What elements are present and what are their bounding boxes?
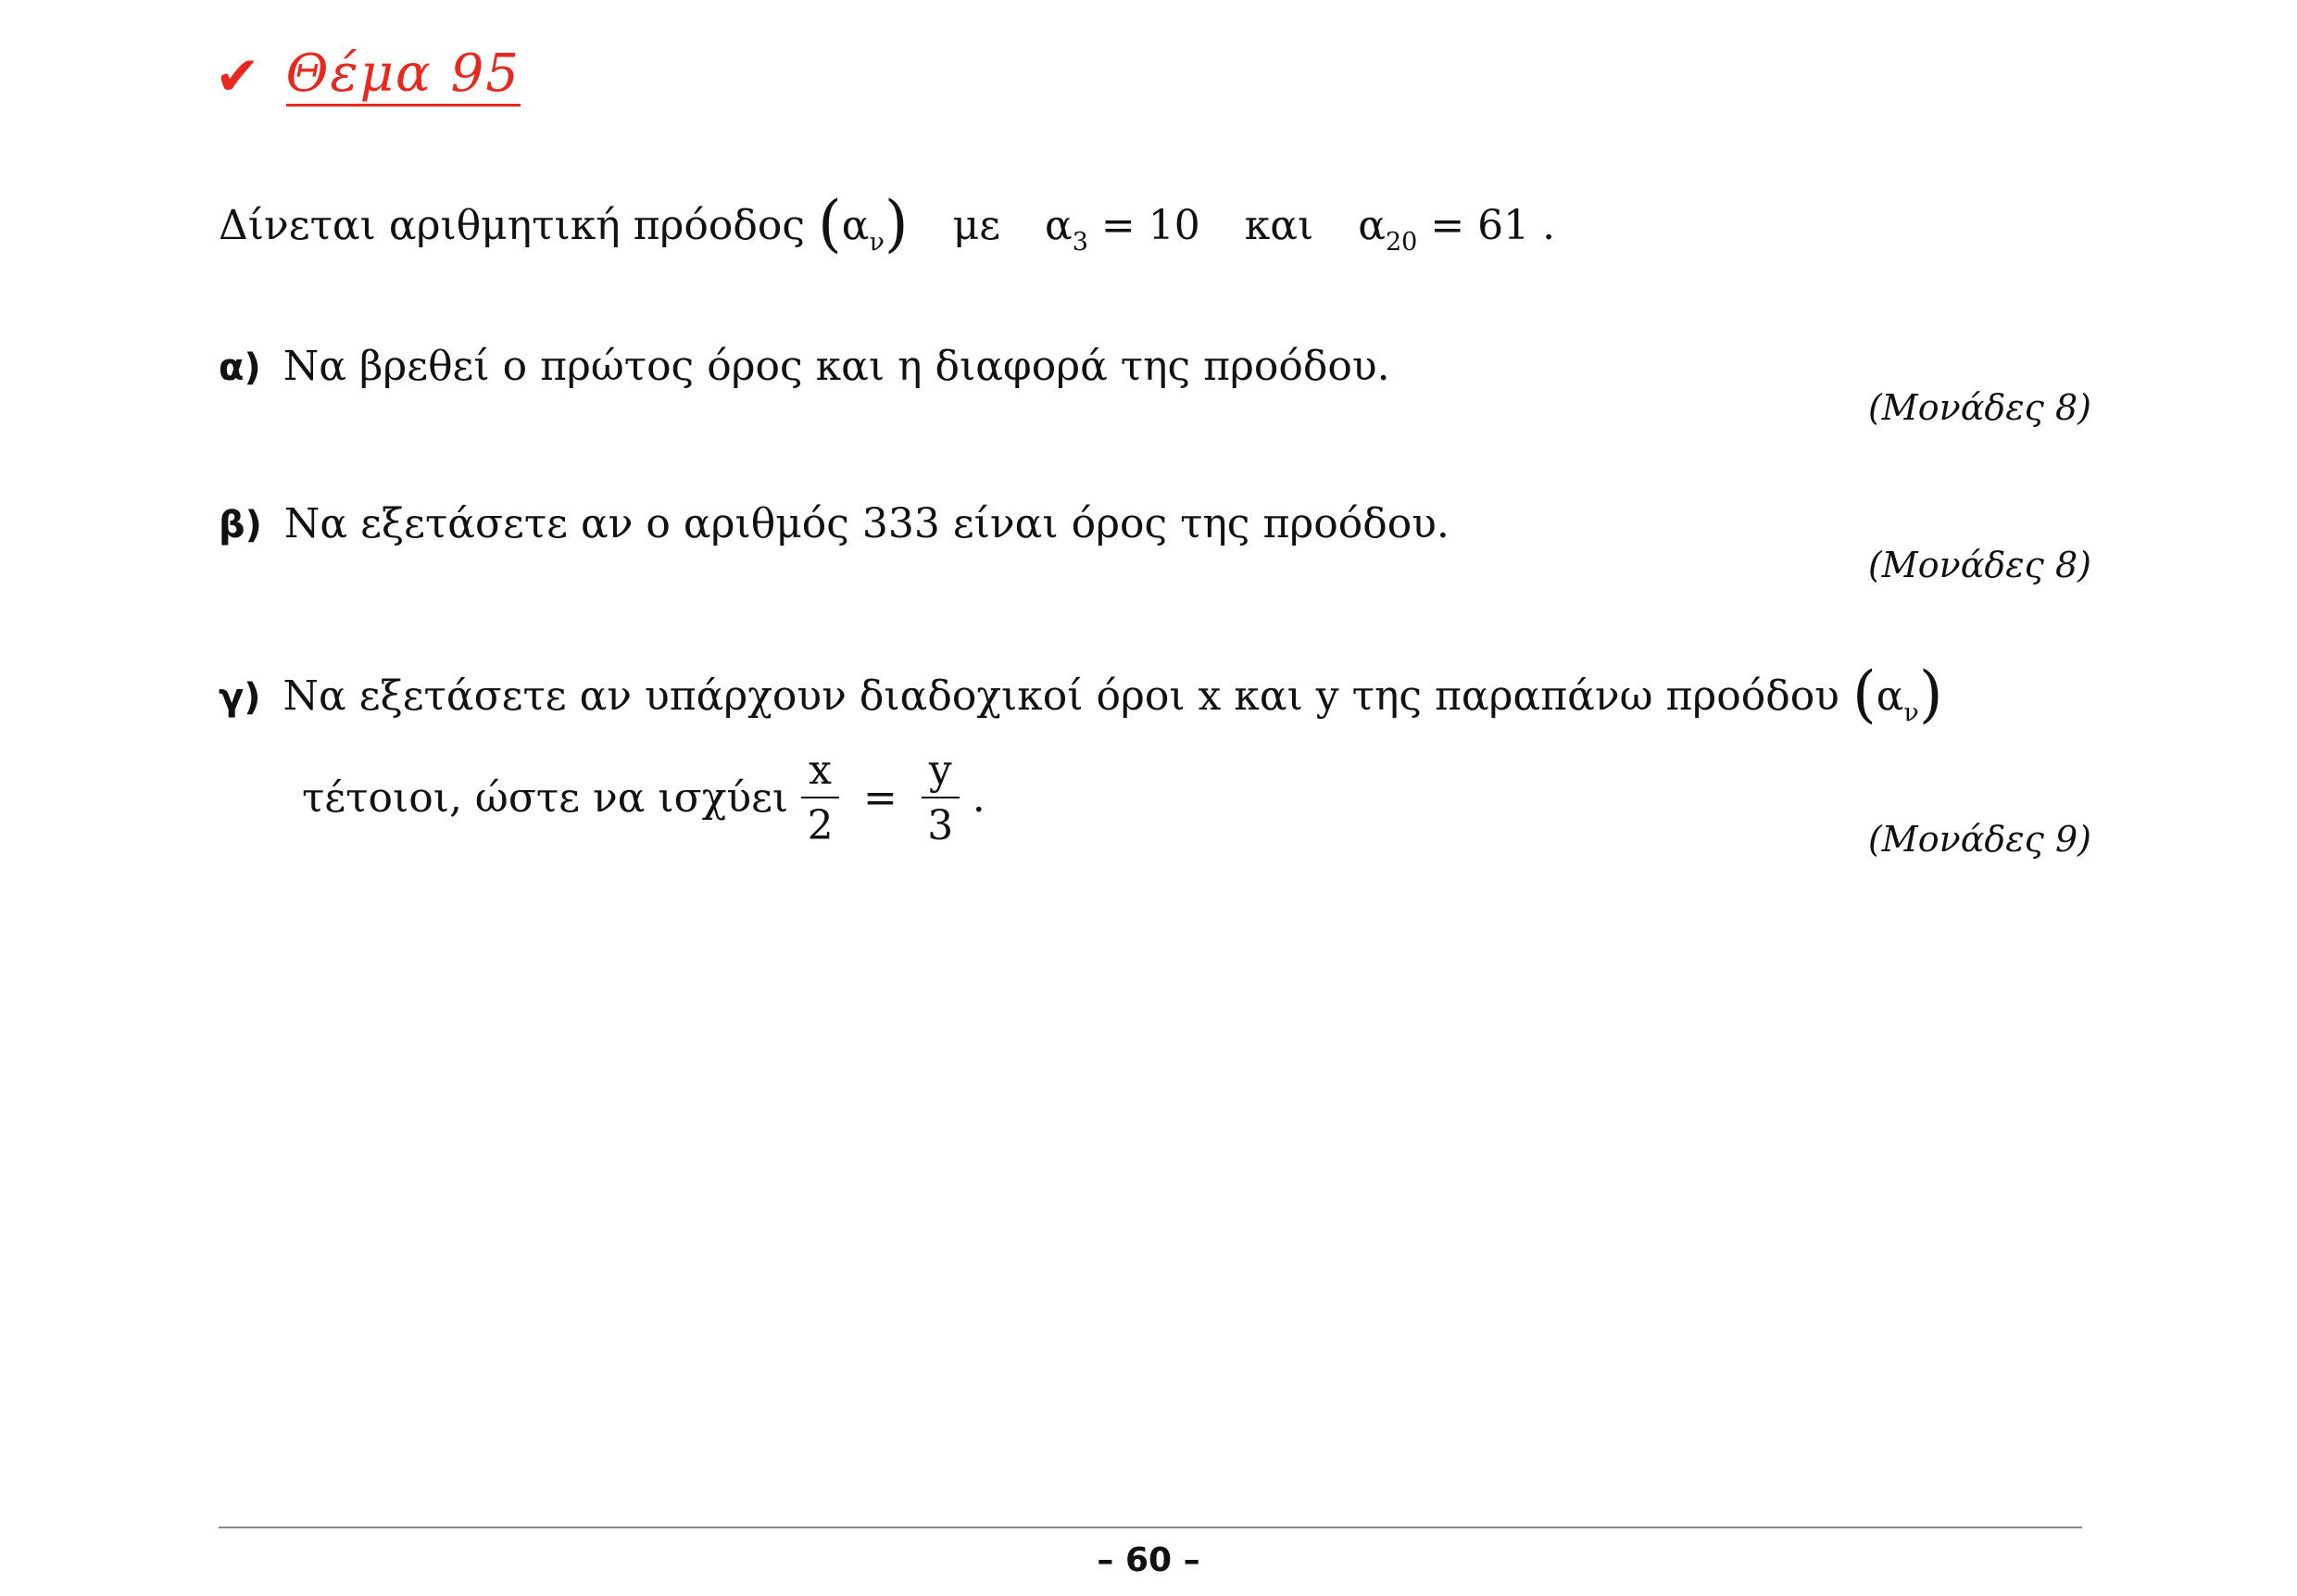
- fraction-y-over-3: [922, 747, 960, 850]
- equals-sign: =: [863, 774, 897, 822]
- fraction-numerator: x: [801, 747, 839, 798]
- question-label: α): [219, 346, 261, 389]
- fraction-denominator: 2: [807, 802, 834, 849]
- seq-sub: ν: [869, 228, 885, 257]
- question-c-end: .: [972, 774, 985, 822]
- question-c-line2-text: τέτοιοι, ώστε να ισχύει: [302, 774, 789, 822]
- page-number: – 60 –: [1097, 1541, 1200, 1579]
- topic-title: [215, 39, 521, 113]
- question-c: [219, 659, 1943, 741]
- paren-open: (: [1851, 659, 1877, 730]
- paren-open: (: [817, 188, 842, 259]
- question-b: [219, 496, 1450, 553]
- paren-close: ): [1918, 659, 1943, 730]
- topic-title-text: Θέμα 95: [286, 46, 521, 107]
- marks-b: (Μονάδες 8): [1867, 545, 2091, 585]
- seq-var: α: [1876, 672, 1904, 720]
- a3-sub: 3: [1072, 228, 1088, 257]
- question-text: Να εξετάσετε αν ο αριθμός 333 είναι όρος της προόδου.: [283, 500, 1450, 547]
- marks-a: (Μονάδες 8): [1867, 387, 2091, 428]
- a20-var: α: [1358, 202, 1386, 249]
- intro-end: .: [1542, 202, 1556, 249]
- a3-var: α: [1045, 202, 1073, 249]
- a20-sub: 20: [1385, 228, 1418, 257]
- question-a: [219, 339, 1390, 396]
- paren-close: ): [884, 188, 909, 259]
- fraction-denominator: 3: [927, 802, 954, 849]
- question-text: Να εξετάσετε αν υπάρχουν διαδοχικοί όροι x και y της παραπάνω προόδου: [282, 672, 1839, 720]
- marks-c: (Μονάδες 9): [1867, 819, 2091, 860]
- fraction-numerator: y: [922, 747, 960, 798]
- question-label: β): [219, 504, 262, 547]
- checkmark-icon: ✔: [215, 44, 260, 107]
- question-label: γ): [219, 676, 261, 719]
- question-c-line2: [302, 747, 985, 850]
- seq-var: α: [841, 202, 870, 249]
- question-text: Να βρεθεί ο πρώτος όρος και η διαφορά της προόδου.: [282, 343, 1390, 390]
- a20-eq: = 61: [1430, 202, 1530, 249]
- a3-eq: = 10: [1100, 202, 1200, 249]
- footer-divider: [219, 1527, 2082, 1528]
- intro-text: Δίνεται αριθμητική πρόοδος: [219, 202, 805, 249]
- seq-sub: ν: [1903, 698, 1919, 727]
- me-word: με: [952, 202, 1001, 249]
- kai-word: και: [1244, 202, 1314, 249]
- fraction-x-over-2: [801, 747, 839, 850]
- problem-statement: [219, 188, 1556, 270]
